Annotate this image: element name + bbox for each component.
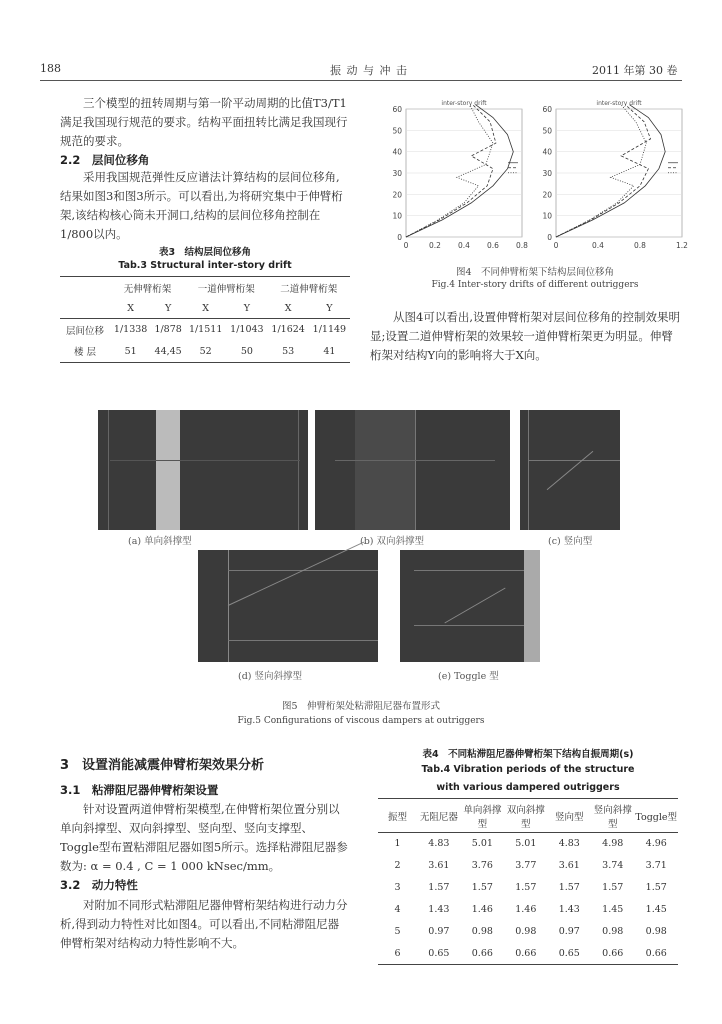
- fig5-caption-cn: 图5 伸臂桁架处粘滞阻尼器布置形式: [281, 701, 441, 712]
- x-tick-label: 0.6: [487, 241, 499, 250]
- table3-subhead: X: [284, 302, 292, 314]
- table4-cell: 1: [394, 838, 401, 850]
- table4-header: 竖向型: [555, 811, 584, 823]
- table4-cell: 1.57: [602, 882, 624, 893]
- table4-cell: 5.01: [471, 838, 493, 850]
- table4-cell: 0.98: [471, 926, 493, 937]
- y-tick-label: 60: [392, 105, 402, 114]
- table4-header: 振型: [388, 811, 408, 823]
- damper-image-c: [520, 410, 620, 530]
- table3-cell: 52: [199, 345, 212, 357]
- table4-cell: 4.96: [645, 838, 667, 850]
- table4-title-cn: 表4 不同粘滞阻尼器伸臂桁架下结构自振周期(s): [422, 749, 634, 760]
- header-rule: [40, 80, 682, 81]
- x-tick-label: 0.8: [634, 241, 646, 250]
- series-line-3: [406, 105, 493, 237]
- table4-cell: 1.46: [471, 904, 493, 915]
- section-2-2-heading: 2.2 层间位移角: [60, 153, 150, 167]
- table3-cell: 41: [323, 345, 336, 357]
- table3-group-1: 一道伸臂桁架: [197, 283, 255, 295]
- section-3-1-paragraph: 针对设置两道伸臂桁架模型,在伸臂桁架位置分别以单向斜撑型、双向斜撑型、竖向型、竖向支撑型、Toggle型布置粘滞阻尼器如图5所示。选择粘滞阻尼器参数为: α = 0.4 , C = 1 000 kNsec/mm。: [60, 802, 348, 873]
- table3-row-label: 层间位移: [65, 325, 104, 337]
- table4-cell: 2: [394, 860, 401, 871]
- x-tick-label: 1.2: [676, 241, 688, 250]
- x-tick-label: 0: [553, 241, 559, 250]
- table4-cell: 0.66: [515, 947, 537, 959]
- table4-cell: 3.61: [558, 860, 580, 871]
- table3-title-cn: 表3 结构层间位移角: [158, 247, 252, 258]
- table4-cell: 4: [394, 904, 401, 915]
- table4-cell: 1.43: [428, 904, 450, 915]
- table4-row: [378, 899, 678, 921]
- table4-title-en-2: with various dampered outriggers: [436, 782, 620, 793]
- series-line-1: [556, 105, 665, 237]
- section-3-heading: 3 设置消能减震伸臂桁架效果分析: [60, 758, 265, 773]
- y-tick-label: 50: [542, 126, 552, 136]
- table4-cell: 4.83: [558, 838, 580, 850]
- table4-cell: 0.98: [515, 926, 537, 937]
- table4-cell: 0.65: [428, 947, 450, 959]
- table4-cell: 1.57: [471, 882, 493, 893]
- table4-cell: 3: [394, 882, 401, 893]
- fig4-chart-right: [530, 95, 690, 255]
- table4-cell: 1.45: [645, 904, 667, 915]
- page-number: 188: [40, 62, 61, 75]
- table4-row: [378, 855, 678, 877]
- fig4-caption-cn: 图4 不同伸臂桁架下结构层间位移角: [455, 267, 615, 278]
- series-line-3: [556, 105, 646, 237]
- x-tick-label: 0.2: [429, 241, 441, 250]
- table4-header: 单向斜撑型: [463, 804, 502, 830]
- table4-header: Toggle型: [635, 811, 678, 823]
- table4-cell: 0.97: [558, 926, 580, 937]
- section-3-1-heading: 3.1 粘滞阻尼器伸臂桁架设置: [60, 783, 219, 797]
- table3-subhead: Y: [164, 302, 172, 314]
- table4-cell: 1.57: [428, 882, 450, 893]
- x-tick-label: 0: [403, 241, 409, 250]
- table4-cell: 0.66: [602, 947, 624, 959]
- table4-title-en-1: Tab.4 Vibration periods of the structure: [421, 764, 635, 775]
- x-tick-label: 0.8: [516, 241, 528, 250]
- table4-cell: 0.66: [471, 947, 493, 959]
- table4-row: [378, 833, 678, 855]
- table4-cell: 6: [394, 947, 401, 959]
- y-tick-label: 0: [547, 233, 552, 242]
- table4-cell: 1.43: [558, 904, 580, 915]
- table3-title-en: Tab.3 Structural inter-story drift: [118, 260, 292, 271]
- table3: [60, 276, 350, 363]
- left-paragraph-1: 三个模型的扭转周期与第一阶平动周期的比值T3/T1满足我国现行规范的要求。结构平面扭转比满足我国现行规范的要求。: [60, 96, 348, 148]
- y-tick-label: 20: [542, 190, 552, 200]
- damper-image-e: [400, 550, 540, 662]
- table4-cell: 0.98: [602, 926, 624, 937]
- y-tick-label: 40: [542, 147, 552, 157]
- table4-cell: 0.66: [645, 947, 667, 959]
- table4-row: [378, 877, 678, 899]
- damper-image-d: [198, 550, 378, 662]
- table3-cell: 1/1043: [230, 324, 264, 336]
- table4-cell: 4.98: [602, 838, 624, 850]
- section-3-2-paragraph: 对附加不同形式粘滞阻尼器伸臂桁架结构进行动力分析,得到动力特性对比如图4。可以看出,不同粘滞阻尼器伸臂桁架对结构动力特性影响不大。: [60, 898, 348, 950]
- journal-title: 振 动 与 冲 击: [330, 64, 408, 77]
- table4-header: 竖向斜撑型: [593, 804, 632, 830]
- y-tick-label: 20: [392, 190, 402, 200]
- table3-cell: 44,45: [154, 345, 182, 357]
- table3-cell: 1/1149: [312, 324, 347, 336]
- table3-group-2: 二道伸臂桁架: [280, 283, 338, 295]
- left-paragraph-2: 采用我国规范弹性反应谱法计算结构的层间位移角,结果如图3和图3所示。可以看出,为将研究集中于伸臂桁架,该结构核心筒未开洞口,结构的层间位移角控制在1/800以内。: [60, 170, 343, 241]
- table3-row-label: 楼 层: [73, 347, 97, 359]
- sub-caption-e: (e) Toggle 型: [438, 671, 499, 682]
- table4-cell: 1.57: [645, 882, 667, 893]
- y-tick-label: 10: [542, 211, 552, 221]
- table3-group-0: 无伸臂桁架: [123, 283, 172, 295]
- y-tick-label: 60: [542, 105, 552, 114]
- fig4-caption-en: Fig.4 Inter-story drifts of different outriggers: [431, 280, 639, 290]
- table4-cell: 1.45: [602, 904, 624, 915]
- table3-cell: 1/1511: [188, 324, 223, 336]
- table4-cell: 1.57: [515, 882, 537, 893]
- y-tick-label: 30: [392, 169, 402, 178]
- right-paragraph-1: 从图4可以看出,设置伸臂桁架对层间位移角的控制效果明显;设置二道伸臂桁架的效果较一道伸臂桁架更为明显。伸臂桁架对结构Y向的影响将大于X向。: [370, 310, 680, 362]
- y-tick-label: 10: [392, 211, 402, 221]
- table3-cell: 1/878: [154, 324, 182, 336]
- year-volume: 2011 年第 30 卷: [592, 64, 678, 77]
- table4-cell: 3.71: [645, 860, 667, 871]
- table4-row: [378, 921, 678, 943]
- y-tick-label: 40: [392, 147, 402, 157]
- y-tick-label: 50: [392, 126, 402, 136]
- y-tick-label: 30: [542, 169, 552, 178]
- series-line-2: [406, 105, 496, 237]
- table4-cell: 5.01: [515, 838, 537, 850]
- table4: [378, 798, 678, 965]
- table4-cell: 5: [394, 926, 401, 937]
- x-tick-label: 0.4: [592, 241, 604, 250]
- table4-cell: 0.65: [558, 947, 580, 959]
- series-line-1: [406, 105, 513, 237]
- chart-title: inter-story drift: [596, 100, 642, 107]
- table4-cell: 3.77: [515, 860, 537, 871]
- series-line-2: [556, 105, 651, 237]
- table3-subhead: X: [202, 302, 210, 314]
- y-tick-label: 0: [397, 233, 402, 242]
- sub-caption-c: (c) 竖向型: [548, 536, 593, 547]
- table4-cell: 3.74: [602, 860, 624, 871]
- table4-cell: 0.97: [428, 926, 450, 937]
- table3-cell: 51: [124, 345, 137, 357]
- section-3-2-heading: 3.2 动力特性: [60, 878, 138, 892]
- table4-header: 无阻尼器: [419, 811, 458, 823]
- table4-cell: 3.61: [428, 860, 450, 871]
- table3-subhead: Y: [326, 302, 333, 314]
- table4-cell: 0.98: [645, 926, 667, 937]
- table3-cell: 1/1624: [271, 324, 305, 336]
- sub-caption-a: (a) 单向斜撑型: [128, 536, 192, 547]
- chart-title: inter-story drift: [441, 100, 487, 107]
- table3-cell: 53: [282, 345, 295, 357]
- fig4-chart-left: [380, 95, 530, 255]
- table4-row: [378, 943, 678, 965]
- table4-cell: 4.83: [428, 838, 450, 850]
- table3-subhead: Y: [243, 302, 251, 314]
- damper-image-a: [98, 410, 308, 530]
- damper-image-b: [315, 410, 510, 530]
- table4-header: 双向斜撑型: [506, 804, 545, 830]
- table4-cell: 3.76: [471, 860, 493, 871]
- table3-cell: 50: [240, 345, 253, 357]
- table3-cell: 1/1338: [113, 324, 148, 336]
- table4-cell: 1.46: [515, 904, 537, 915]
- table4-cell: 1.57: [558, 882, 580, 893]
- x-tick-label: 0.4: [458, 241, 470, 250]
- sub-caption-b: (b) 双向斜撑型: [360, 536, 425, 547]
- fig5-caption-en: Fig.5 Configurations of viscous dampers at outriggers: [237, 716, 485, 726]
- sub-caption-d: (d) 竖向斜撑型: [238, 671, 303, 682]
- table3-subhead: X: [127, 302, 134, 314]
